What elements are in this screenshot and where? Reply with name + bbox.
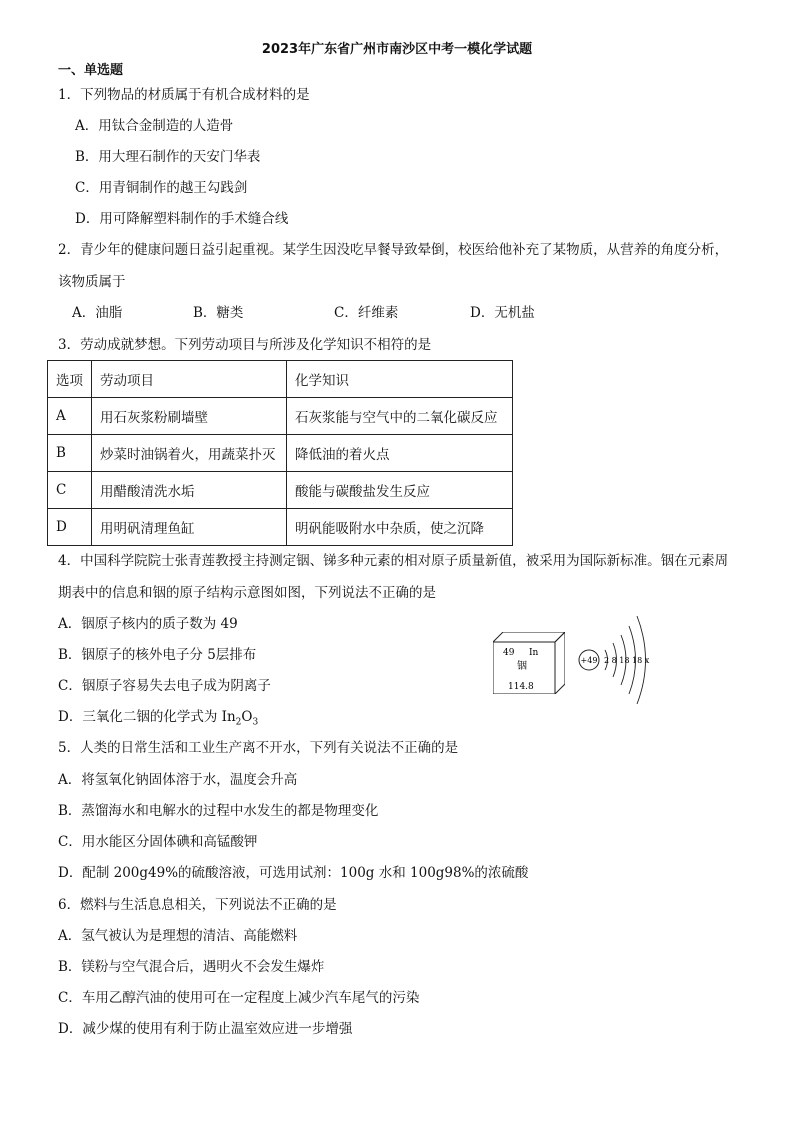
q2-option-b: B．糖类 [193,305,244,321]
q2-stem-line2: 该物质属于 [58,274,126,290]
table-cell: 用明矾清理鱼缸 [92,509,287,546]
q4-option-c: C．铟原子容易失去电子成为阴离子 [58,678,271,694]
q5-option-c: C．用水能区分固体碘和高锰酸钾 [58,834,258,850]
table-row [48,398,513,435]
atomic-structure-diagram [575,610,655,706]
q4-stem-line1: 4．中国科学院院士张青莲教授主持测定铟、锑多种元素的相对原子质量新值，被采用为国际新标准。铟在元素周 [58,553,729,569]
element-name: 铟 [517,661,527,672]
formula-subscript: 2 [235,717,242,728]
q1-option-a: A．用钛合金制造的人造骨 [75,118,234,134]
q4-option-a: A．铟原子核内的质子数为 49 [58,616,238,632]
q6-stem: 6．燃料与生活息息相关，下列说法不正确的是 [58,897,337,913]
q2-option-c: C．纤维素 [334,305,399,321]
formula-oxygen: O [241,709,253,725]
periodic-element-cell [493,632,565,694]
q6-option-b: B．镁粉与空气混合后，遇明火不会发生爆炸 [58,959,325,975]
q1-option-d: D．用可降解塑料制作的手术缝合线 [75,211,289,227]
table-row [48,435,513,472]
table-header-cell: 劳动项目 [92,361,287,398]
q5-option-b: B．蒸馏海水和电解水的过程中水发生的都是物理变化 [58,803,379,819]
q6-option-d: D．减少煤的使用有利于防止温室效应进一步增强 [58,1021,353,1037]
q4-option-d-text: D．三氧化二铟的化学式为 In [58,709,236,725]
q1-option-b: B．用大理石制作的天安门华表 [75,149,261,165]
electron-counts: 2 8 18 18 x [604,656,650,665]
q1-option-c: C．用青铜制作的越王勾践剑 [75,180,248,196]
table-row [48,509,513,546]
q5-option-d: D．配制 200g49%的硫酸溶液，可选用试剂：100g 水和 100g98%的浓硫酸 [58,865,529,881]
q6-option-c: C．车用乙醇汽油的使用可在一定程度上减少汽车尾气的污染 [58,990,420,1006]
table-header-row [48,361,513,398]
section-heading: 一、单选题 [58,63,124,78]
table-cell: 石灰浆能与空气中的二氧化碳反应 [287,398,513,435]
table-cell: C [48,472,92,509]
q2-option-d: D．无机盐 [470,305,535,321]
q4-stem-line2: 期表中的信息和铟的原子结构示意图如图，下列说法不正确的是 [58,585,436,601]
q5-stem: 5．人类的日常生活和工业生产离不开水，下列有关说法不正确的是 [58,740,459,756]
q3-stem: 3．劳动成就梦想。下列劳动项目与所涉及化学知识不相符的是 [58,337,432,353]
q3-table [47,360,513,546]
table-cell: 降低油的着火点 [287,435,513,472]
nucleus-charge: +49 [580,656,598,665]
table-cell: 炒菜时油锅着火，用蔬菜扑灭 [92,435,287,472]
table-cell: A [48,398,92,435]
cube-side-face [555,632,565,694]
q4-option-b: B．铟原子的核外电子分 5层排布 [58,647,257,663]
table-cell: 酸能与碳酸盐发生反应 [287,472,513,509]
q2-stem-line1: 2．青少年的健康问题日益引起重视。某学生因没吃早餐导致晕倒，校医给他补充了某物质，从营养的角度分析， [58,242,729,258]
table-cell: D [48,509,92,546]
q6-option-a: A．氢气被认为是理想的清洁、高能燃料 [58,928,298,944]
table-header-cell: 化学知识 [287,361,513,398]
table-cell: 用醋酸清洗水垢 [92,472,287,509]
q5-option-a: A．将氢氧化钠固体溶于水，温度会升高 [58,772,298,788]
exam-title: 2023年广东省广州市南沙区中考一模化学试题 [261,42,533,57]
table-cell: 用石灰浆粉刷墙壁 [92,398,287,435]
cube-top-face [493,632,565,642]
table-cell: B [48,435,92,472]
table-row [48,472,513,509]
table-cell: 明矾能吸附水中杂质，使之沉降 [287,509,513,546]
q4-option-d [58,708,258,732]
q1-stem: 1．下列物品的材质属于有机合成材料的是 [58,87,310,103]
atomic-mass: 114.8 [508,682,534,692]
table-header-cell: 选项 [48,361,92,398]
element-symbol: In [529,648,539,658]
q2-option-a: A．油脂 [72,305,123,321]
formula-subscript: 3 [252,717,259,728]
atomic-number: 49 [503,648,515,658]
